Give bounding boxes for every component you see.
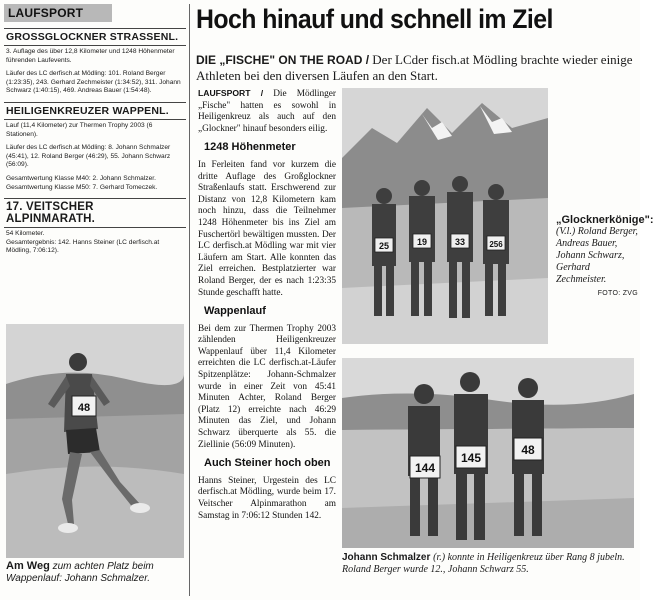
body-paragraph: Die Mödlinger „Fische" hatten es sowohl in Heiligenkreuz als auch auf den „Glockner" hinauf besonders eilig.: [198, 89, 337, 134]
column-divider: [189, 4, 190, 596]
body-paragraph: In Ferleiten fand vor kurzem die dritte Auflage des Großglockner Straßenlaufs statt. Erschwerend zur Distanz von 12,8 Kilometern kam noch hinzu, dass die Teilnehmer 1248 Höhenmeter bis ins Ziel am Fuschertörl bewältigen mussten. Der LC derfisch.at Mödling war mit vier Läufern am Start. Alle konnten das Ziel erreichen. Bestplatzierter war Roland Berger, der es nach 1:23:35 Stunde geschafft hatte.: [198, 159, 336, 298]
photo-credit: FOTO: ZVG: [597, 290, 638, 297]
wappenlauf-photo-caption: [342, 552, 636, 576]
results-paragraph: Gesamtergebnis: 142. Hanns Steiner (LC derfisch.at Mödling, 7:06:12).: [6, 238, 160, 255]
glockner-group-photo: [342, 88, 548, 344]
runner-photo: [6, 324, 184, 558]
caption-italic: zum achten Platz beim Wappenlauf: Johann Schmalzer.: [6, 561, 154, 584]
caption-bold: Am Weg: [6, 560, 50, 572]
bib-number: 145: [460, 451, 482, 465]
results-paragraph: 54 Kilometer.: [6, 230, 45, 238]
results-paragraph: Läufer des LC derfisch.at Mödling: 8. Johann Schmalzer (45:41), 12. Roland Berger (46:29), 55. Johann Schwarz (56:09).: [6, 144, 171, 169]
results-paragraph: Gesamtwertung Klasse M50: 7. Gerhard Tomeczek.: [6, 183, 158, 191]
article-headline: Hoch hinauf und schnell im Ziel: [196, 4, 553, 34]
bib-number: 256: [489, 240, 503, 249]
results-heading-grossglockner: GROSSGLOCKNER STRASSENL.: [4, 28, 186, 46]
runner-bib-number: 48: [77, 402, 91, 414]
bib-number: 48: [521, 443, 535, 457]
caption-italic: (r.) konnte in Heiligenkreuz über Rang 8 jubeln. Roland Berger wurde 12., Johann Schwarz 55.: [342, 552, 625, 575]
results-paragraph: Lauf (11,4 Kilometer) zur Thermen Trophy 2003 (6 Stationen).: [6, 121, 153, 138]
caption-names: (V.l.) Roland Berger, Andreas Bauer, Johann Schwarz, Gerhard Zechmeister.: [556, 226, 638, 285]
wappenlauf-group-photo: [342, 358, 634, 548]
results-paragraph: Läufer des LC derfisch.at Mödling: 101. Roland Berger (1:23:35), 243. Gerhard Zechmeister (1:34:52), 311. Johann Schwarz (1:40:15), 469. Andreas Bauer (1:54:48).: [6, 70, 181, 95]
bib-number: 144: [414, 461, 436, 475]
body-paragraph: Hanns Steiner, Urgestein des LC derfisch.at Mödling, wurde beim 17. Veitscher Alpinmarathon am Samstag in 7:06:12 Stunden 142.: [198, 475, 336, 521]
lead-kicker: DIE „FISCHE" ON THE ROAD /: [196, 53, 370, 67]
results-heading-veitsch: 17. VEITSCHER ALPINMARATH.: [4, 198, 186, 228]
bib-number: 19: [416, 237, 428, 247]
results-heading-heiligenkreuz: HEILIGENKREUZER WAPPENL.: [4, 102, 186, 120]
article-body: [198, 88, 336, 525]
glockner-photo-graphic: [342, 88, 548, 344]
subhead-hoehenmeter: 1248 Höhenmeter: [204, 141, 296, 154]
section-tag: LAUFSPORT: [4, 4, 112, 22]
subhead-wappenlauf: Wappenlauf: [204, 305, 266, 318]
bib-number: 33: [454, 237, 466, 247]
wappenlauf-photo-graphic: [342, 358, 634, 548]
article-lead: [196, 52, 636, 83]
results-text-grossglockner: [4, 46, 186, 96]
glockner-photo-caption: [556, 214, 654, 300]
runner-photo-caption: [6, 560, 188, 585]
runner-photo-graphic: [6, 324, 184, 558]
results-paragraph: 3. Auflage des über 12,8 Kilometer und 1248 Höhenmeter führenden Laufevents.: [6, 48, 175, 64]
results-text-heiligenkreuz: [4, 120, 186, 192]
results-sidebar: [4, 4, 186, 261]
results-text-veitsch: [4, 228, 186, 256]
body-kicker: LAUFSPORT /: [198, 88, 264, 98]
body-paragraph: Bei dem zur Thermen Trophy 2003 zählenden Heiligenkreuzer Wappenlauf über 11,4 Kilometer erreichten die LC derfisch.at-Läufer Spitzenplätze: Johann-Schmalzer wurde in einer Zeit von 45:41 Minuten Achter, Roland Berger (Platz 12) erreichte nach 46:29 Minuten das Ziel, und Johann Schwarz überquerte als 55. die Ziellinie (56:09 Minuten).: [198, 323, 336, 450]
caption-bold: Johann Schmalzer: [342, 552, 431, 563]
bib-number: 25: [378, 241, 390, 251]
lead-text: Der LCder fisch.at Mödling brachte wieder einige Athleten bei den diversen Läufen an den Start.: [196, 52, 633, 83]
subhead-steiner: Auch Steiner hoch oben: [204, 457, 331, 470]
results-paragraph: Gesamtwertung Klasse M40: 2. Johann Schmalzer.: [6, 174, 156, 182]
caption-title: „Glocknerkönige":: [556, 214, 654, 226]
